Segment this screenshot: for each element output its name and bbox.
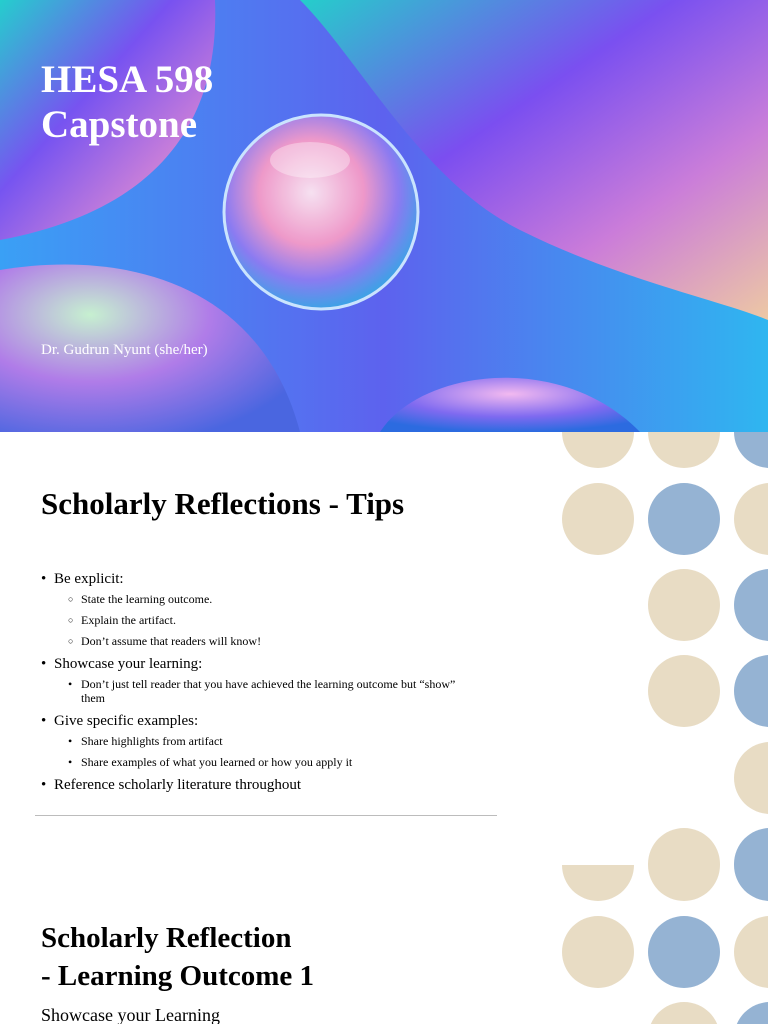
title-slide <box>0 0 768 432</box>
heading-line-2: - Learning Outcome 1 <box>41 960 315 992</box>
bullet-text: Reference scholarly literature throughout <box>54 777 301 793</box>
list-item <box>41 712 481 769</box>
presentation-title: HESA 598 Capstone <box>41 58 214 146</box>
bullet-text: Give specific examples: <box>54 713 199 729</box>
presenter-name: Dr. Gudrun Nyunt (she/her) <box>41 342 208 358</box>
slide-heading: Scholarly Reflections - Tips <box>41 486 405 521</box>
sub-list-item: ○ Don’t assume that readers will know! <box>54 634 481 648</box>
slide-subheading: Showcase your Learning <box>41 1005 220 1024</box>
heading-line-1: Scholarly Reflection <box>41 922 292 954</box>
list-item <box>41 776 481 794</box>
tips-slide <box>0 432 768 865</box>
sub-list-item: ○ State the learning outcome. <box>54 592 481 606</box>
slide-heading <box>41 919 371 995</box>
sub-list-item: • Share highlights from artifact <box>54 734 481 748</box>
tips-list <box>41 570 481 801</box>
list-item <box>41 570 481 648</box>
bullet-text: Be explicit: <box>54 571 124 587</box>
bullet-text: Showcase your learning: <box>54 656 203 672</box>
sub-list-item: • Share examples of what you learned or how you apply it <box>54 755 481 769</box>
list-item <box>41 655 481 705</box>
sub-list-item: • Don’t just tell reader that you have achieved the learning outcome but “show” them <box>54 677 481 705</box>
divider-line <box>35 815 497 816</box>
sub-list-item: ○ Explain the artifact. <box>54 613 481 627</box>
learning-outcome-slide <box>0 865 768 1024</box>
